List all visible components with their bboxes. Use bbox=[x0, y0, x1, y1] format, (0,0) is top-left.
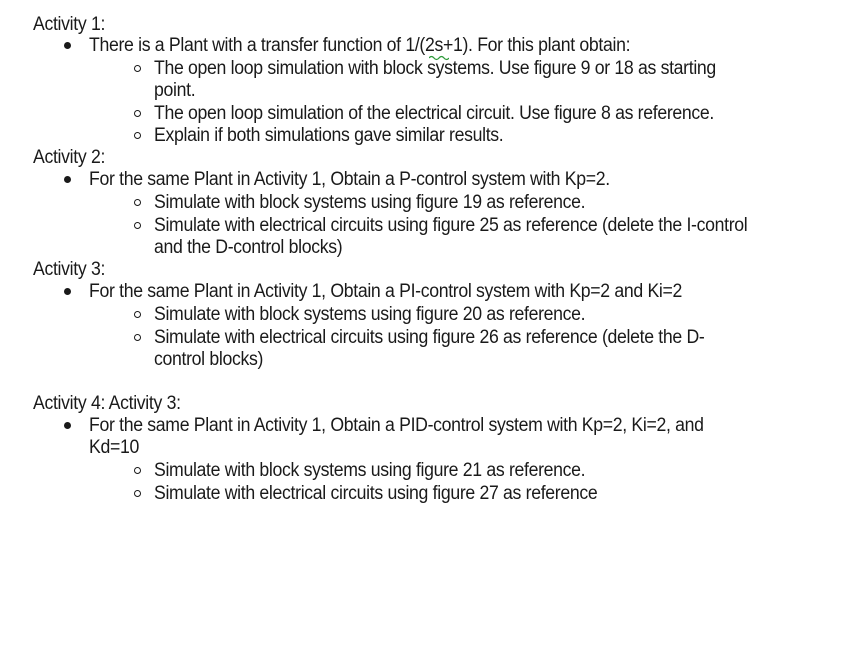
bullet-circle bbox=[134, 467, 141, 474]
activity-3-item-2: Simulate with electrical circuits using figure 26 as reference (delete the D- bbox=[154, 327, 705, 348]
bullet-circle bbox=[134, 311, 141, 318]
activity-4-bullet: For the same Plant in Activity 1, Obtain a PID-control system with Kp=2, Ki=2, and bbox=[89, 415, 704, 436]
activity-1-item-2: The open loop simulation of the electrical circuit. Use figure 8 as reference. bbox=[154, 103, 714, 124]
activity-3-item-2-cont: control blocks) bbox=[154, 349, 264, 370]
bullet-circle bbox=[134, 132, 141, 139]
activity-1-item-3: Explain if both simulations gave similar results. bbox=[154, 125, 504, 146]
activity-1-item-1: The open loop simulation with block systems. Use figure 9 or 18 as starting bbox=[154, 58, 716, 79]
bullet-dot bbox=[64, 176, 71, 183]
activity-1-bullet: There is a Plant with a transfer function of 1/(2s+1). For this plant obtain: bbox=[89, 35, 631, 56]
activity-2-item-1: Simulate with block systems using figure 19 as reference. bbox=[154, 192, 586, 213]
bullet-circle bbox=[134, 334, 141, 341]
activity-4-item-2: Simulate with electrical circuits using figure 27 as reference bbox=[154, 483, 598, 504]
bullet-circle bbox=[134, 65, 141, 72]
activity-3-bullet: For the same Plant in Activity 1, Obtain a PI-control system with Kp=2 and Ki=2 bbox=[89, 281, 683, 302]
activity-4-title: Activity 4: Activity 3: bbox=[33, 393, 181, 414]
activity-4-bullet-cont: Kd=10 bbox=[89, 437, 139, 458]
activity-1-item-1-cont: point. bbox=[154, 80, 196, 101]
activity-2-item-2-cont: and the D-control blocks) bbox=[154, 237, 343, 258]
activity-2-item-2: Simulate with electrical circuits using figure 25 as reference (delete the I-control bbox=[154, 215, 748, 236]
activity-2-bullet: For the same Plant in Activity 1, Obtain a P-control system with Kp=2. bbox=[89, 169, 610, 190]
activity-2-title: Activity 2: bbox=[33, 147, 106, 168]
bullet-dot bbox=[64, 422, 71, 429]
bullet-circle bbox=[134, 222, 141, 229]
bullet-dot bbox=[64, 288, 71, 295]
activity-1-title: Activity 1: bbox=[33, 14, 106, 35]
bullet-circle bbox=[134, 490, 141, 497]
activity-3-title: Activity 3: bbox=[33, 259, 106, 280]
activity-4-item-1: Simulate with block systems using figure 21 as reference. bbox=[154, 460, 586, 481]
bullet-circle bbox=[134, 199, 141, 206]
activity-3-item-1: Simulate with block systems using figure 20 as reference. bbox=[154, 304, 586, 325]
bullet-dot bbox=[64, 42, 71, 49]
bullet-circle bbox=[134, 110, 141, 117]
